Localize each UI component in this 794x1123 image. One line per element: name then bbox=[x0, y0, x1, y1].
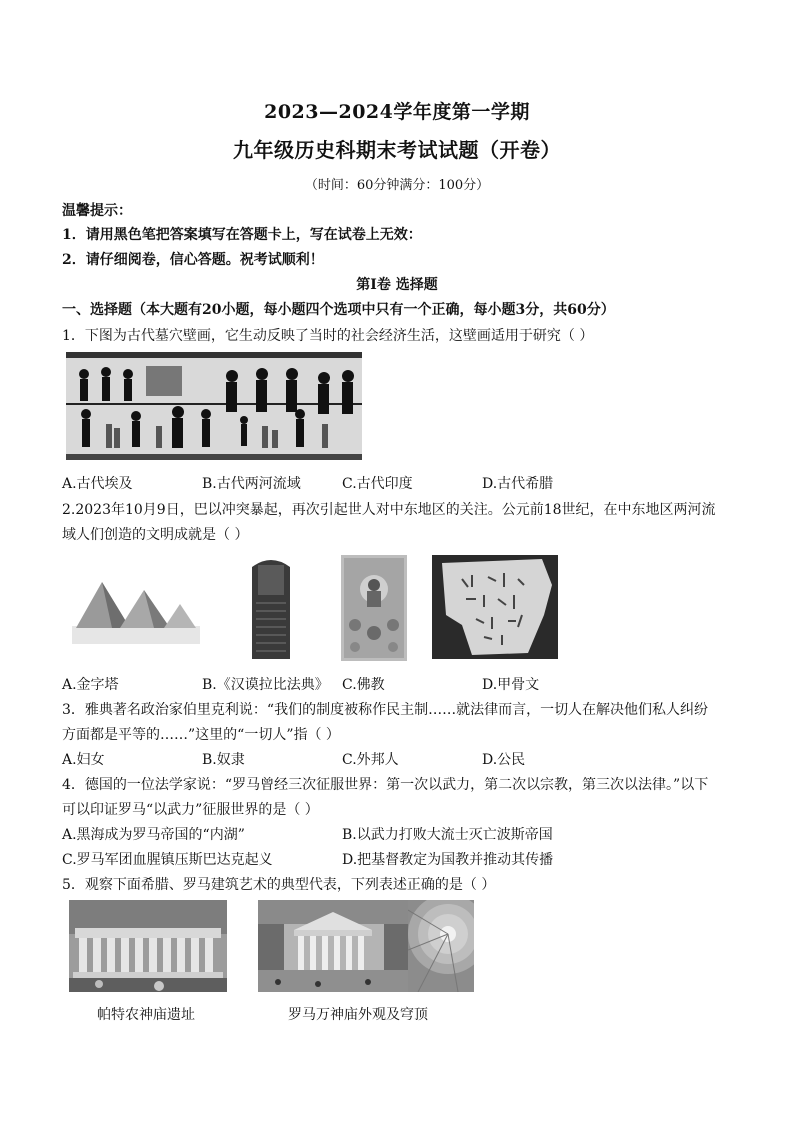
q2-hammurabi-stele-image bbox=[246, 553, 296, 659]
q3-stem-line-2: 方面都是平等的……”这里的“一切人”指（ ） bbox=[62, 727, 340, 743]
q4-option-b[interactable]: B.以武力打败大流士灭亡波斯帝国 bbox=[342, 827, 553, 843]
q3-option-c[interactable]: C.外邦人 bbox=[342, 752, 399, 768]
q5-stem: 5．观察下面希腊、罗马建筑艺术的典型代表，下列表述正确的是（ ） bbox=[62, 877, 496, 893]
tips-item-1: 1．请用黑色笔把答案填写在答题卡上，写在试卷上无效： bbox=[62, 227, 422, 243]
q1-option-d[interactable]: D.古代希腊 bbox=[482, 476, 554, 492]
q4-stem-line-2: 可以印证罗马“以武力”征服世界的是（ ） bbox=[62, 802, 319, 818]
section-title: 第Ⅰ卷 选择题 bbox=[356, 277, 438, 293]
q5-pantheon-dome-image bbox=[408, 900, 474, 992]
q1-option-b[interactable]: B.古代两河流域 bbox=[202, 476, 301, 492]
q2-buddha-painting-image bbox=[341, 555, 407, 661]
exam-duration-score: （时间：60分钟满分：100分） bbox=[304, 178, 490, 193]
q1-stem: 1．下图为古代墓穴壁画，它生动反映了当时的社会经济生活，这壁画适用于研究（ ） bbox=[62, 328, 594, 344]
tips-heading: 温馨提示： bbox=[62, 203, 132, 219]
q5-caption-parthenon: 帕特农神庙遗址 bbox=[97, 1007, 195, 1023]
q2-option-b[interactable]: B.《汉谟拉比法典》 bbox=[202, 677, 329, 693]
q3-stem-line-1: 3．雅典著名政治家伯里克利说：“我们的制度被称作民主制……就法律而言，一切人在解决他们私人纠纷 bbox=[62, 702, 709, 718]
section-instruction: 一、选择题（本大题有20小题，每小题四个选项中只有一个正确，每小题3分，共60分） bbox=[62, 302, 615, 318]
exam-title-term: 2023—2024学年度第一学期 bbox=[264, 101, 530, 123]
q4-option-d[interactable]: D.把基督教定为国教并推动其传播 bbox=[342, 852, 554, 868]
q2-option-c[interactable]: C.佛教 bbox=[342, 677, 385, 693]
q4-option-a[interactable]: A.黑海成为罗马帝国的“内湖” bbox=[62, 827, 245, 843]
q3-option-a[interactable]: A.妇女 bbox=[62, 752, 105, 768]
q5-caption-pantheon: 罗马万神庙外观及穹顶 bbox=[288, 1007, 428, 1023]
q2-oracle-bone-image bbox=[432, 555, 558, 659]
q2-stem-line-2: 域人们创造的文明成就是（ ） bbox=[62, 527, 249, 543]
q1-option-c[interactable]: C.古代印度 bbox=[342, 476, 413, 492]
q2-option-d[interactable]: D.甲骨文 bbox=[482, 677, 540, 693]
q4-option-c[interactable]: C.罗马军团血腥镇压斯巴达克起义 bbox=[62, 852, 273, 868]
q4-stem-line-1: 4．德国的一位法学家说：“罗马曾经三次征服世界：第一次以武力，第二次以宗教，第三次以法律。”以下 bbox=[62, 777, 709, 793]
q5-parthenon-image bbox=[69, 900, 227, 992]
q3-option-d[interactable]: D.公民 bbox=[482, 752, 526, 768]
q3-option-b[interactable]: B.奴隶 bbox=[202, 752, 245, 768]
q2-pyramids-image bbox=[72, 572, 200, 644]
q1-option-a[interactable]: A.古代埃及 bbox=[62, 476, 133, 492]
q1-egyptian-mural-image bbox=[66, 352, 362, 460]
q2-stem-line-1: 2.2023年10月9日，巴以冲突暴起，再次引起世人对中东地区的关注。公元前18世纪，在中东地区两河流 bbox=[62, 502, 716, 518]
q2-option-a[interactable]: A.金字塔 bbox=[62, 677, 119, 693]
q5-pantheon-exterior-image bbox=[258, 900, 408, 992]
tips-item-2: 2．请仔细阅卷，信心答题。祝考试顺利！ bbox=[62, 252, 324, 268]
exam-title-subject: 九年级历史科期末考试试题（开卷） bbox=[233, 138, 561, 162]
